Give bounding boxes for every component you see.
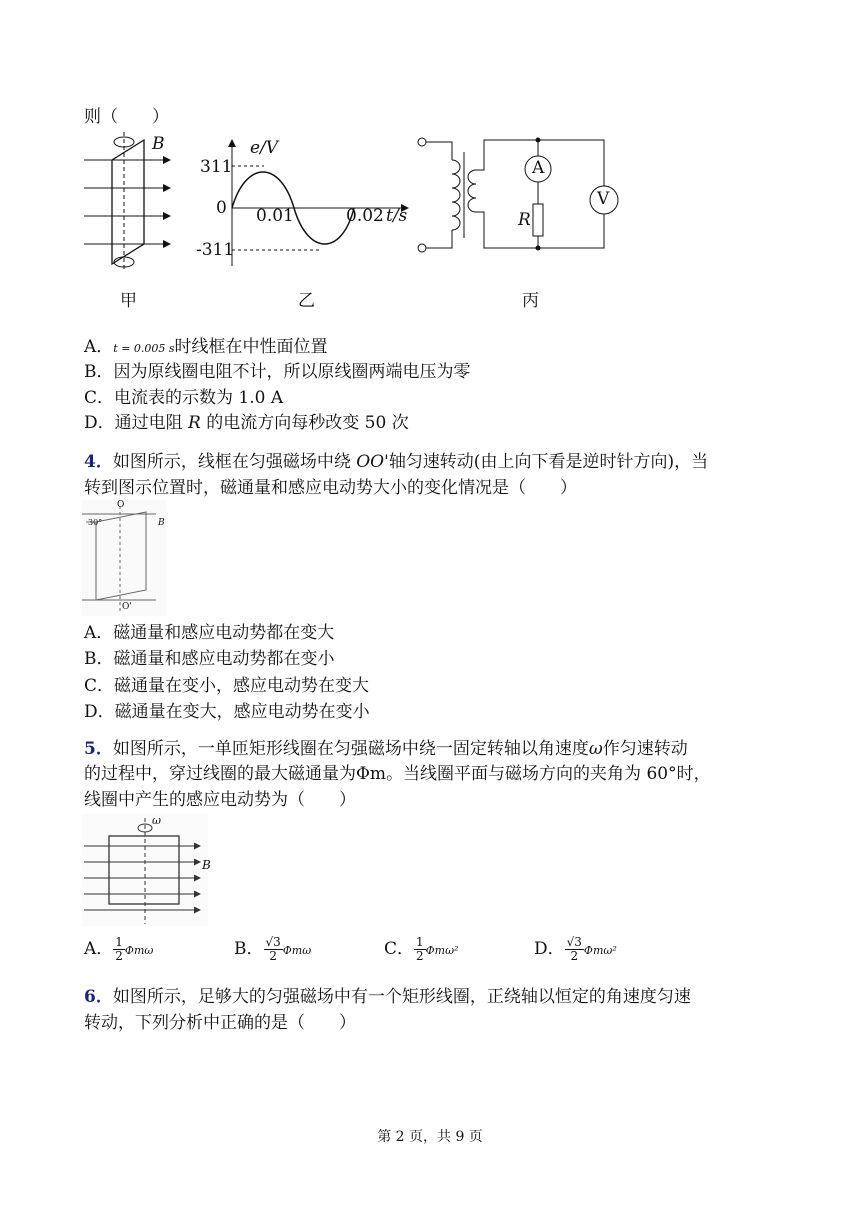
q3-stem-tail: 则（ ） [84, 107, 169, 127]
tick-x1: 0.01 [256, 206, 294, 226]
q3-option-b: B．因为原线圈电阻不计，所以原线圈两端电压为零 [84, 362, 471, 382]
q4-b: B [158, 518, 165, 528]
q4-o-top: O [117, 500, 125, 510]
q6-stem-line1: 6．如图所示，足够大的匀强磁场中有一个矩形线圈，正绕轴以恒定的角速度匀速 [84, 987, 691, 1007]
q5-figure [82, 814, 208, 926]
figure-jia [82, 132, 182, 278]
voltmeter-label: V [597, 189, 610, 209]
question-number: 4． [84, 452, 113, 472]
q5-option-c: C． $\frac{1}{2}$ Φmω² [384, 935, 459, 963]
tick-x2: 0.02 [346, 206, 384, 226]
q5-option-b: B． $\frac{√3}{2}$ Φmω [234, 935, 312, 963]
q5-omega-label: ω [152, 814, 161, 827]
q4-stem-line2: 转到图示位置时，磁通量和感应电动势大小的变化情况是（ ） [84, 478, 577, 498]
q4-angle: 30° [88, 518, 103, 527]
q4-option-b: B．磁通量和感应电动势都在变小 [84, 649, 335, 669]
resistor-label: R [518, 210, 531, 230]
q5-b-label: B [202, 858, 211, 872]
y-axis-label: e/V [250, 138, 279, 158]
q4-o-bottom: O' [122, 602, 132, 612]
tick-zero: 0 [216, 198, 227, 218]
q5-options-row [84, 936, 684, 963]
q6-stem-line2: 转动，下列分析中正确的是（ ） [84, 1013, 356, 1033]
tick-ymin: -311 [196, 240, 235, 260]
caption-bing: 丙 [522, 291, 539, 311]
resistor [533, 204, 543, 236]
caption-jia: 甲 [120, 291, 137, 311]
question-number: 5． [84, 739, 113, 759]
q4-option-d: D．磁通量在变大，感应电动势在变小 [84, 702, 370, 722]
q3-option-d: D．通过电阻 R 的电流方向每秒改变 50 次 [84, 413, 409, 433]
q3-option-a: A．t = 0.005 s时线框在中性面位置 [84, 337, 328, 357]
q4-option-a: A．磁通量和感应电动势都在变大 [84, 623, 335, 643]
q5-stem-line2: 的过程中，穿过线圈的最大磁通量为Φm。当线圈平面与磁场方向的夹角为 60°时， [84, 764, 711, 784]
field-label-b: B [152, 134, 165, 154]
q5-stem-line3: 线圈中产生的感应电动势为（ ） [84, 790, 356, 810]
q4-stem-line1: 4．如图所示，线框在匀强磁场中绕 OO'轴匀速转动(由上向下看是逆时针方向)，当 [84, 452, 709, 472]
q5-option-d: D． $\frac{√3}{2}$ Φmω² [534, 935, 617, 963]
q5-option-a: A． $\frac{1}{2}$ Φmω [84, 935, 154, 963]
q3-option-c: C．电流表的示数为 1.0 A [84, 388, 284, 408]
tick-ymax: 311 [200, 157, 233, 177]
figure-bing-circuit [414, 132, 624, 256]
option-a-math: t = 0.005 s [113, 342, 175, 355]
question-number: 6． [84, 987, 113, 1007]
q4-option-c: C．磁通量在变小，感应电动势在变大 [84, 676, 370, 696]
x-axis-label: t/s [386, 206, 408, 226]
page-footer: 第 2 页，共 9 页 [377, 1129, 483, 1145]
q5-stem-line1: 5．如图所示，一单匝矩形线圈在匀强磁场中绕一固定转轴以角速度ω作匀速转动 [84, 739, 688, 759]
caption-yi: 乙 [298, 291, 315, 311]
ammeter-label: A [532, 158, 545, 178]
